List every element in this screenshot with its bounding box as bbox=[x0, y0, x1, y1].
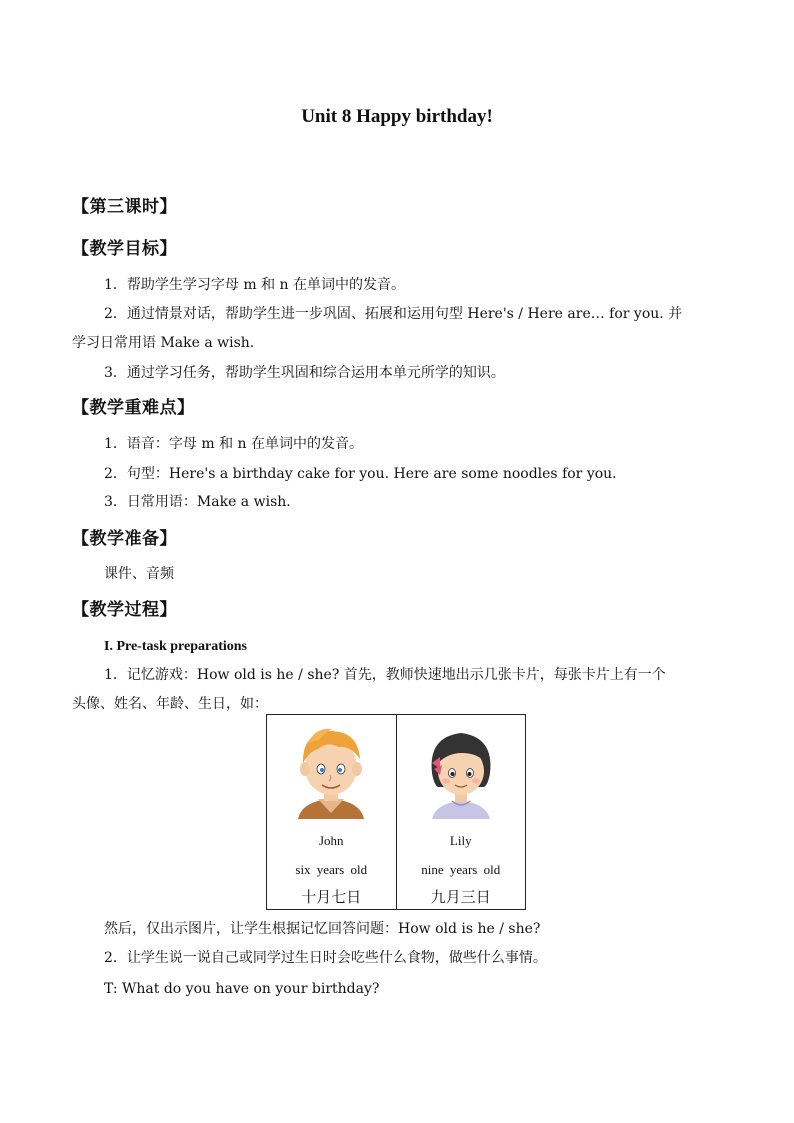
process-after-line: 2．让学生说一说自己或同学过生日时会吃些什么食物，做些什么事情。 bbox=[104, 950, 547, 966]
card-birthday: 十月七日 bbox=[301, 888, 362, 906]
objective-item: 学习日常用语 Make a wish. bbox=[72, 335, 255, 351]
card-age: nine years old bbox=[421, 862, 501, 877]
birthday-card-table bbox=[266, 714, 526, 910]
process-line: 头像、姓名、年龄、生日，如： bbox=[72, 696, 268, 712]
birthday-card-john bbox=[267, 715, 396, 909]
key-point-item: 2．句型：Here's a birthday cake for you. Here are some noodles for you. bbox=[104, 466, 617, 482]
page-title: Unit 8 Happy birthday! bbox=[301, 106, 493, 127]
card-name: Lily bbox=[449, 833, 472, 848]
process-after-line: T: What do you have on your birthday? bbox=[104, 981, 380, 997]
key-point-item: 3．日常用语：Make a wish. bbox=[104, 494, 291, 510]
preparation-text: 课件、音频 bbox=[104, 566, 174, 582]
objectives-heading: 【教学目标】 bbox=[72, 239, 177, 259]
objective-item: 1．帮助学生学习字母 m 和 n 在单词中的发音。 bbox=[104, 277, 405, 293]
process-subheading: I. Pre-task preparations bbox=[104, 639, 247, 654]
process-after-line: 然后，仅出示图片，让学生根据记忆回答问题：How old is he / she? bbox=[104, 921, 541, 937]
card-age: six years old bbox=[295, 862, 368, 877]
objective-item: 3．通过学习任务，帮助学生巩固和综合运用本单元所学的知识。 bbox=[104, 365, 505, 381]
girl-avatar-icon bbox=[418, 723, 504, 819]
preparation-heading: 【教学准备】 bbox=[72, 529, 177, 549]
lesson-label: 【第三课时】 bbox=[72, 197, 177, 217]
process-heading: 【教学过程】 bbox=[72, 600, 177, 620]
birthday-card-lily bbox=[396, 715, 526, 909]
boy-avatar-icon bbox=[288, 723, 374, 819]
key-point-item: 1．语音：字母 m 和 n 在单词中的发音。 bbox=[104, 436, 363, 452]
objective-item: 2．通过情景对话，帮助学生进一步巩固、拓展和运用句型 Here's / Here are… for you. 并 bbox=[104, 306, 683, 322]
card-birthday: 九月三日 bbox=[430, 888, 491, 906]
key-points-heading: 【教学重难点】 bbox=[72, 398, 195, 418]
card-name: John bbox=[318, 833, 344, 848]
process-line: 1．记忆游戏：How old is he / she? 首先，教师快速地出示几张卡片，每张卡片上有一个 bbox=[104, 667, 666, 683]
